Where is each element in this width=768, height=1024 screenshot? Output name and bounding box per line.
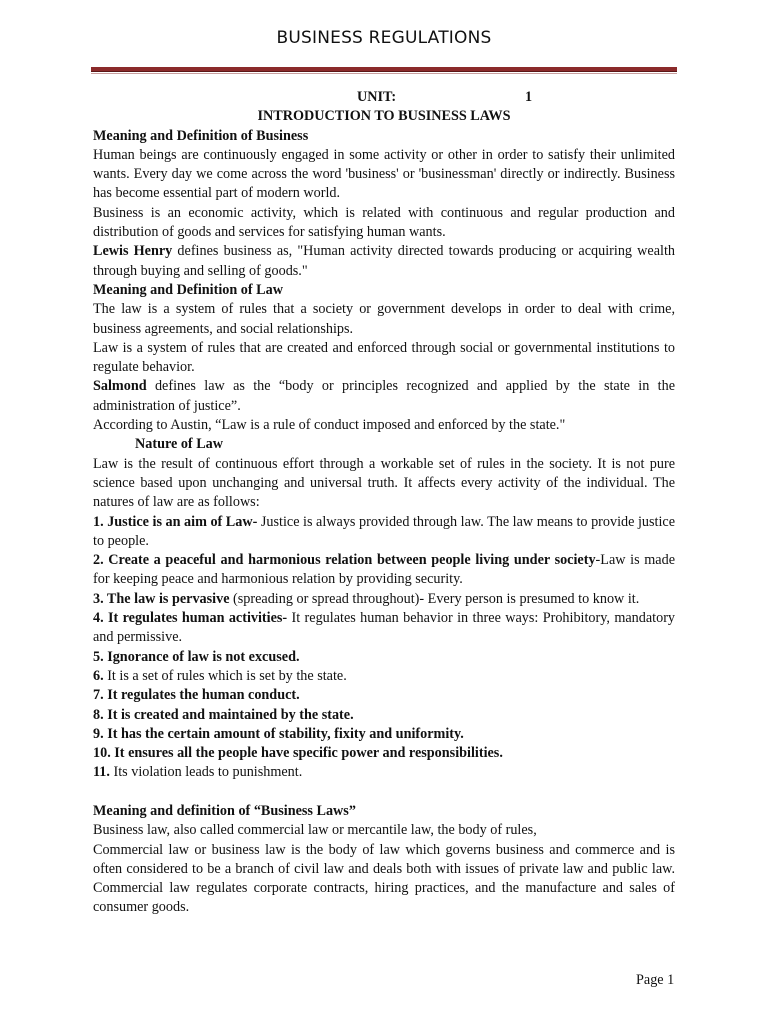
nature-item-text: It is a set of rules which is set by the state. [103,667,347,684]
nature-item [93,744,675,763]
nature-item-text: It regulates human behavior in three ways: Prohibitory, mandatory and permissive. [93,610,676,646]
nature-item-title: 3. The law is pervasive [93,590,230,607]
unit-title: INTRODUCTION TO BUSINESS LAWS [257,108,511,125]
nature-heading: Nature of Law [135,436,224,453]
nature-item [93,763,675,782]
document-header-title: BUSINESS REGULATIONS [276,28,492,48]
page-number: Page 1 [636,972,675,988]
nature-item-title: 2. Create a peaceful and harmonious relation between people living under society [93,552,596,569]
law-paragraph-3 [93,377,675,416]
nature-item [93,551,675,590]
nature-item-title: 6. [93,667,104,684]
law-definer: Salmond [93,378,147,395]
nature-item [93,590,675,609]
nature-item [93,513,675,552]
nature-item [93,725,675,744]
nature-item-title: 8. It is created and maintained by the state. [93,706,354,723]
nature-item-title: 4. It regulates human activities- [93,610,288,627]
paragraph-spacer [93,783,675,802]
law-heading: Meaning and Definition of Law [93,281,283,298]
nature-item-title: 11. [93,764,110,781]
nature-item-title: 5. Ignorance of law is not excused. [93,648,300,665]
business-paragraph-3 [93,242,675,281]
business-laws-paragraph-2: Commercial law or business law is the body of law which governs business and commerce and is often considered to be a branch of civil law and deals both with issues of private law and public law. Commercial law regulates corporate contracts, hiring practices, and the manufacture and sales of consumer goods. [93,841,675,916]
business-laws-paragraph-1: Business law, also called commercial law or mercantile law, the body of rules, [93,822,537,839]
header-divider-shadow [91,73,677,74]
nature-intro: Law is the result of continuous effort through a workable set of rules in the society. It is not pure science based upon unchanging and universal truth. It affects every activity of the individual. The natures of law are as follows: [93,455,675,511]
nature-item [93,648,675,667]
nature-item-text: Its violation leads to punishment. [109,764,303,781]
unit-line [93,88,675,107]
nature-item [93,609,675,648]
nature-item [93,667,675,686]
business-paragraph-1: Human beings are continuously engaged in some activity or other in order to satisfy their unlimited wants. Every day we come across the word 'business' or 'businessman' directly or indirectly. Business has become essential part of modern world. [93,146,675,202]
nature-item-text: (spreading or spread throughout)- Every person is presumed to know it. [229,590,640,607]
law-paragraph-4: According to Austin, “Law is a rule of conduct imposed and enforced by the state." [93,417,566,434]
law-definition: defines law as the “body or principles recognized and applied by the state in the administration of justice”. [93,378,675,414]
unit-number: 1 [525,89,533,105]
nature-item [93,686,675,705]
header-divider [91,67,677,72]
business-definer: Lewis Henry [93,243,173,260]
document-body [93,88,675,918]
business-heading: Meaning and Definition of Business [93,127,309,144]
unit-label: UNIT: [357,89,397,105]
business-definition: defines business as, "Human activity directed towards producing or acquiring wealth through buying and selling of goods." [93,243,675,279]
law-paragraph-2: Law is a system of rules that are created and enforced through social or governmental institutions to regulate behavior. [93,339,675,376]
nature-item-text: -Law is made for keeping peace and harmonious relation by providing security. [93,552,675,588]
business-paragraph-2: Business is an economic activity, which is related with continuous and regular production and distribution of goods and services for satisfying human wants. [93,204,675,241]
nature-item-text: Justice is always provided through law. The law means to provide justice to people. [93,513,675,549]
business-laws-heading: Meaning and definition of “Business Laws” [93,802,356,819]
nature-item-title: 1. Justice is an aim of Law- [93,513,258,530]
nature-item-title: 7. It regulates the human conduct. [93,687,300,704]
law-paragraph-1: The law is a system of rules that a society or government develops in order to deal with crime, business agreements, and social relationships. [93,301,675,337]
nature-item-title: 9. It has the certain amount of stability, fixity and uniformity. [93,725,464,742]
nature-item [93,706,675,725]
nature-item-title: 10. It ensures all the people have specific power and responsibilities. [93,745,503,762]
